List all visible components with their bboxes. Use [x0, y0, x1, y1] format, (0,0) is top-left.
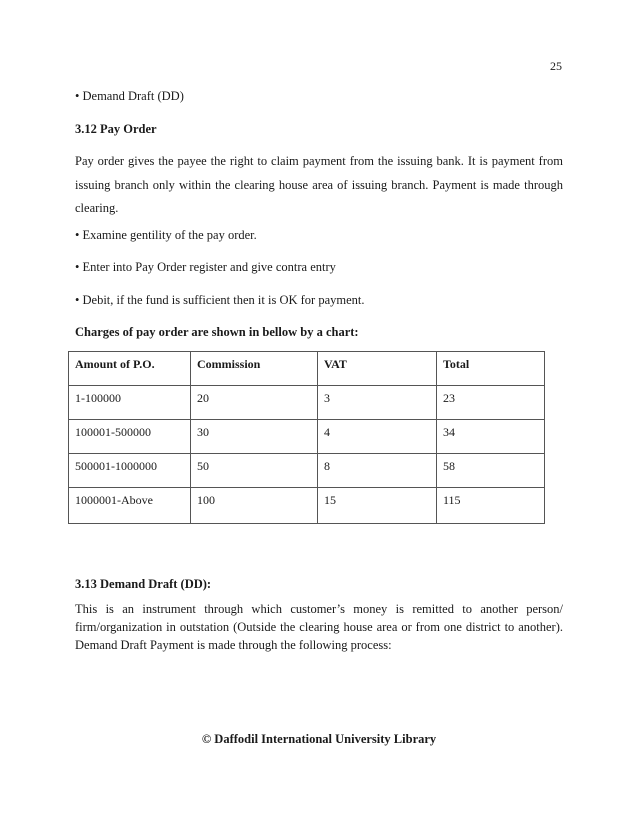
cell-total: 115	[437, 488, 545, 524]
table-row	[69, 488, 545, 524]
bullet-register: • Enter into Pay Order register and give contra entry	[75, 260, 336, 274]
table-row	[69, 454, 545, 488]
table-row	[69, 386, 545, 420]
cell-commission: 100	[191, 488, 318, 524]
footer-copyright: © Daffodil International University Library	[201, 732, 437, 746]
cell-total: 58	[437, 454, 545, 488]
bullet-debit: • Debit, if the fund is sufficient then it is OK for payment.	[75, 293, 365, 307]
cell-commission: 20	[191, 386, 318, 420]
table-row	[69, 420, 545, 454]
cell-amount: 1-100000	[69, 386, 191, 420]
bullet-demand-draft: • Demand Draft (DD)	[75, 89, 184, 103]
page-number: 25	[550, 59, 562, 73]
section-heading-demand-draft: 3.13 Demand Draft (DD):	[75, 577, 212, 591]
bullet-examine: • Examine gentility of the pay order.	[75, 228, 257, 242]
cell-amount: 100001-500000	[69, 420, 191, 454]
cell-amount: 1000001-Above	[69, 488, 191, 524]
header-total: Total	[437, 352, 545, 386]
cell-vat: 8	[318, 454, 437, 488]
cell-total: 23	[437, 386, 545, 420]
header-commission: Commission	[191, 352, 318, 386]
pay-order-paragraph: Pay order gives the payee the right to claim payment from the issuing bank. It is payment from issuing branch only within the clearing house area of issuing branch. Payment is made through clearing.	[75, 154, 563, 215]
cell-vat: 3	[318, 386, 437, 420]
header-amount: Amount of P.O.	[69, 352, 191, 386]
cell-commission: 50	[191, 454, 318, 488]
charges-table	[68, 351, 545, 524]
cell-amount: 500001-1000000	[69, 454, 191, 488]
table-header-row	[69, 352, 545, 386]
cell-vat: 15	[318, 488, 437, 524]
demand-draft-paragraph: This is an instrument through which customer’s money is remitted to another person/ firm/organization in outstation (Outside the clearing house area or from one district to another). Demand Draft Payment is made through the following process:	[75, 602, 563, 652]
header-vat: VAT	[318, 352, 437, 386]
cell-total: 34	[437, 420, 545, 454]
cell-vat: 4	[318, 420, 437, 454]
section-heading-pay-order: 3.12 Pay Order	[75, 122, 157, 136]
cell-commission: 30	[191, 420, 318, 454]
chart-caption: Charges of pay order are shown in bellow by a chart:	[75, 325, 359, 339]
